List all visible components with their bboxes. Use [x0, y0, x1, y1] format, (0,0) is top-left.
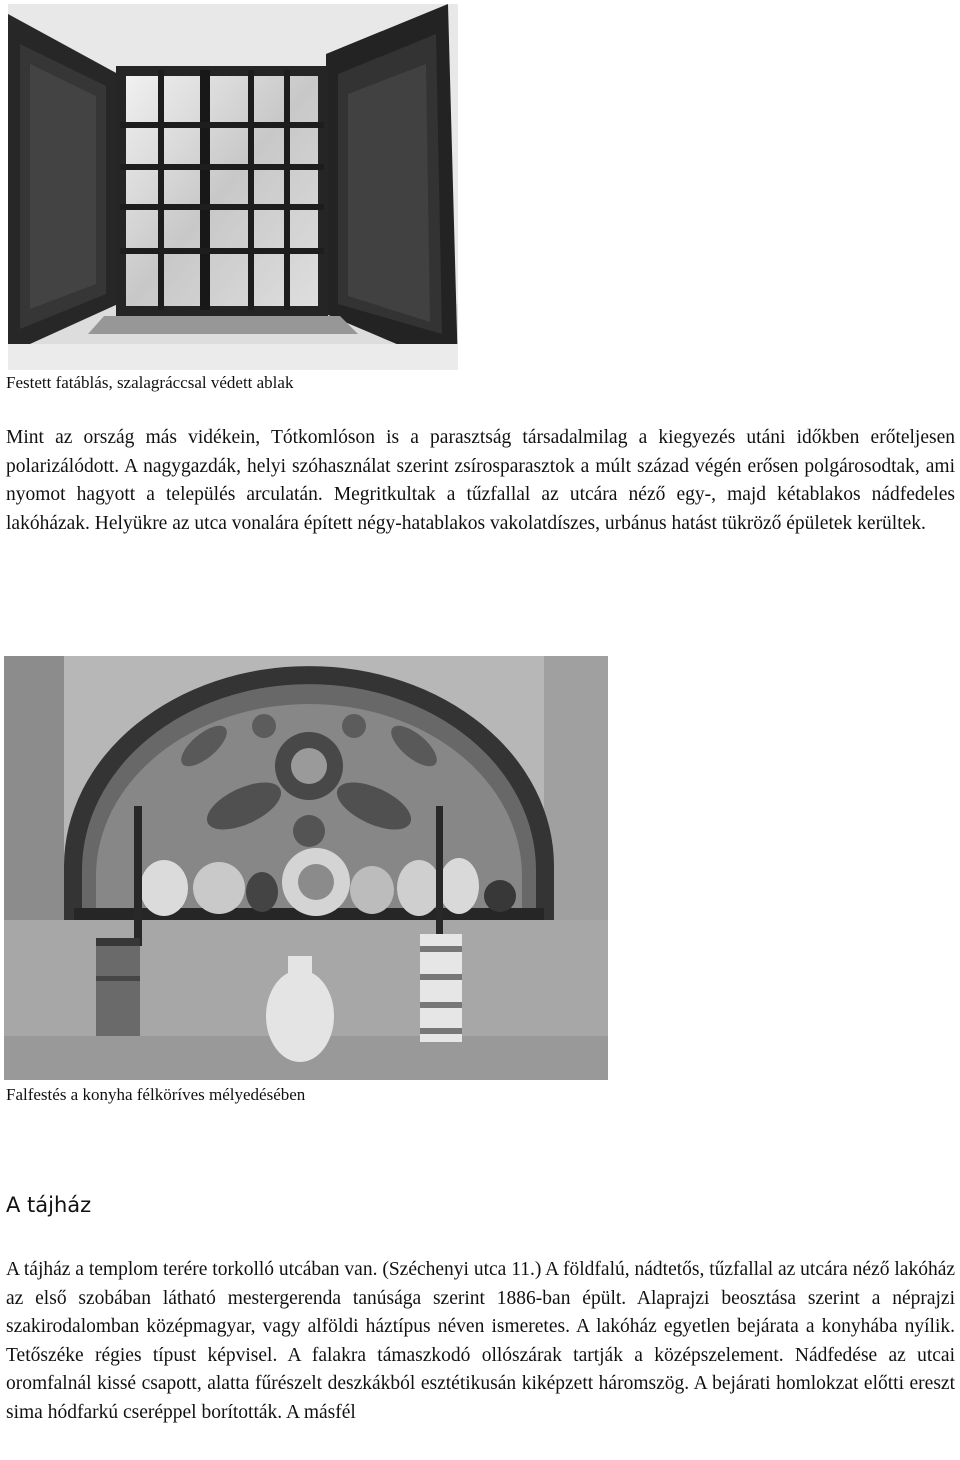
figure-caption-window: Festett fatáblás, szalagráccsal védett ablak	[6, 373, 294, 392]
kitchen-niche-photo	[4, 656, 608, 1080]
section-heading: A tájház	[6, 1193, 92, 1217]
kitchen-niche-drawing	[4, 656, 608, 1080]
body-paragraph: Mint az ország más vidékein, Tótkomlóson is a parasztság társadalmilag a kiegyezés utáni időkben erőteljesen polarizálódott. A nagygazdák, helyi szóhasználat szerint zsírosparasztok a múlt század végén erősen polgárosodtak, ami nyomot hagyott a település arculatán. Megritkultak a tűzfallal az utcára néző egy-, majd kétablakos nádfedeles lakóházak. Helyükre az utca vonalára épített négy-hatablakos vakolatdíszes, urbánus hatást tükröző épületek kerültek.	[6, 427, 955, 534]
body-paragraph: A tájház a templom terére torkolló utcában van. (Széchenyi utca 11.) A földfalú, nádtetős, tűzfallal az utcára néző lakóház az első szobában látható mestergerenda tanúsága szerint 1886-ban épült. Alaprajzi beosztása szerint a néprajzi szakirodalomban középmagyar, vagy alföldi háztípus néven ismeretes. A lakóház egyetlen bejárata a konyhába nyílik. Tetőszéke régies típust képvisel. A falakra támaszkodó ollószárak tartják a középszelement. Nádfedése az utcai oromfalnál kissé csapott, alatta fűrészelt deszkákból esztétikusán kiképzett háromszög. A bejárati homlokzat előtti ereszt sima hódfarkú cseréppel borították. A másfél	[6, 1259, 955, 1423]
window-photo-drawing	[8, 4, 458, 370]
window-photo	[8, 4, 458, 370]
figure-caption-kitchen: Falfestés a konyha félköríves mélyedésében	[6, 1085, 306, 1104]
